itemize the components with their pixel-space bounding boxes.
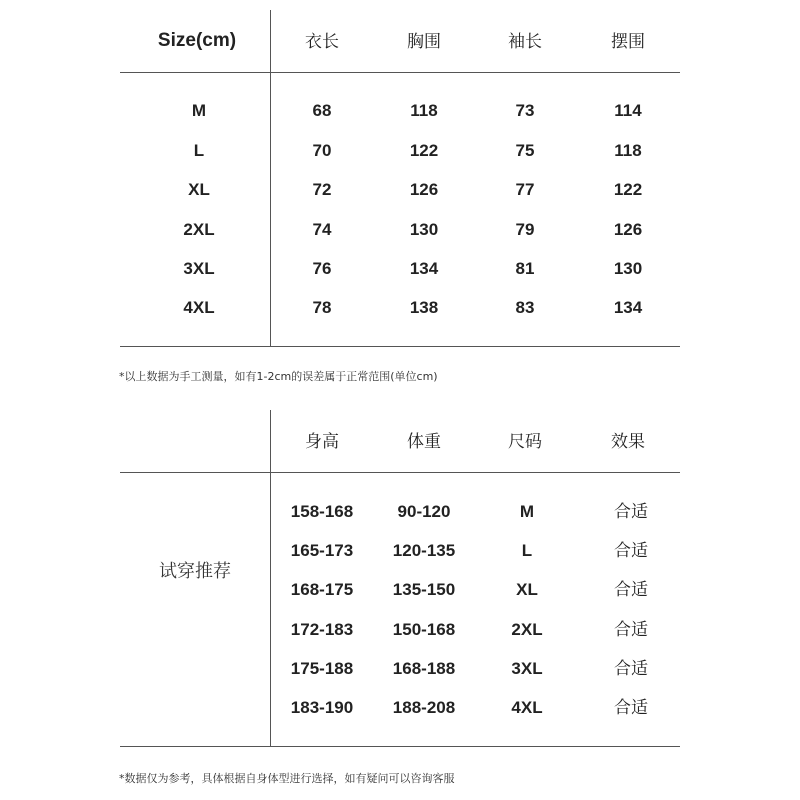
fit-chart-cell: M: [519, 502, 535, 521]
fit-chart-bottom-rule: [120, 746, 680, 747]
size-chart-cell: 118: [614, 141, 642, 160]
size-chart-cell: 126: [613, 220, 643, 239]
size-chart-cell: 130: [409, 220, 439, 239]
size-chart-cell: M: [191, 101, 207, 120]
fit-chart-cell: 175-188: [290, 659, 354, 678]
fit-chart-vertical-rule: [270, 410, 271, 747]
size-chart-cell: 138: [409, 298, 439, 317]
fit-chart-cell: 3XL: [511, 659, 543, 678]
fit-chart-cell: XL: [516, 580, 538, 599]
fit-chart-cell: 合适: [614, 580, 648, 600]
size-chart-cell: 114: [614, 101, 642, 120]
size-chart-header-rule: [120, 72, 680, 73]
fit-chart-header-rule: [120, 472, 680, 473]
fit-chart-header-effect: 效果: [611, 432, 645, 452]
fit-chart-cell: L: [521, 541, 533, 560]
fit-chart-cell: 168-175: [290, 580, 354, 599]
fit-chart-cell: 120-135: [392, 541, 456, 560]
fit-chart-header-height: 身高: [305, 432, 339, 452]
size-chart-note: *以上数据为手工测量，如有1-2cm的误差属于正常范围(单位cm): [119, 370, 438, 383]
size-chart-cell: 72: [312, 180, 332, 199]
size-chart-header-chest: 胸围: [407, 32, 441, 52]
fit-chart-cell: 150-168: [392, 620, 456, 639]
size-chart-cell: 126: [409, 180, 439, 199]
size-chart-header-size: Size(cm): [157, 30, 237, 51]
size-chart-cell: 78: [312, 298, 332, 317]
size-chart-header-hem: 摆围: [611, 32, 645, 52]
size-chart-cell: 73: [515, 101, 535, 120]
size-chart-cell: 83: [515, 298, 535, 317]
size-chart-cell: 134: [613, 298, 643, 317]
fit-chart-cell: 合适: [614, 698, 648, 718]
size-chart-cell: 134: [409, 259, 439, 278]
fit-chart-header-weight: 体重: [407, 432, 441, 452]
size-chart-cell: 4XL: [183, 298, 215, 317]
fit-chart-cell: 158-168: [290, 502, 354, 521]
size-chart-header-sleeve: 袖长: [508, 32, 542, 52]
size-chart-cell: 77: [515, 180, 535, 199]
size-chart-cell: 122: [409, 141, 439, 160]
fit-chart-cell: 188-208: [392, 698, 456, 717]
fit-chart-cell: 合适: [614, 620, 648, 640]
size-chart-cell: 76: [312, 259, 332, 278]
size-chart-cell: 79: [515, 220, 535, 239]
size-chart-bottom-rule: [120, 346, 680, 347]
size-chart-vertical-rule: [270, 10, 271, 347]
fit-chart-cell: 合适: [614, 502, 648, 522]
size-chart-cell: 130: [613, 259, 643, 278]
fit-chart-cell: 2XL: [511, 620, 543, 639]
size-chart-cell: 3XL: [183, 259, 215, 278]
size-chart-cell: 70: [312, 141, 332, 160]
fit-chart-cell: 172-183: [290, 620, 354, 639]
fit-chart-side-label: 试穿推荐: [159, 561, 231, 582]
fit-chart-cell: 合适: [614, 659, 648, 679]
size-chart-cell: 122: [613, 180, 643, 199]
fit-chart-header-size: 尺码: [508, 432, 542, 452]
fit-chart-cell: 183-190: [290, 698, 354, 717]
size-chart-cell: L: [193, 141, 205, 160]
size-chart-cell: XL: [188, 180, 210, 199]
size-chart-cell: 2XL: [183, 220, 215, 239]
fit-chart-cell: 168-188: [392, 659, 456, 678]
size-chart-cell: 81: [515, 259, 535, 278]
fit-chart-cell: 90-120: [397, 502, 451, 521]
fit-chart-cell: 4XL: [511, 698, 543, 717]
size-chart-cell: 74: [312, 220, 332, 239]
size-chart-cell: 75: [515, 141, 535, 160]
fit-chart-note: *数据仅为参考，具体根据自身体型进行选择，如有疑问可以咨询客服: [119, 772, 455, 785]
fit-chart-cell: 135-150: [392, 580, 456, 599]
size-chart-header-length: 衣长: [305, 32, 339, 52]
fit-chart-cell: 165-173: [290, 541, 354, 560]
size-chart-cell: 68: [312, 101, 332, 120]
size-chart-cell: 118: [410, 101, 438, 120]
fit-chart-cell: 合适: [614, 541, 648, 561]
